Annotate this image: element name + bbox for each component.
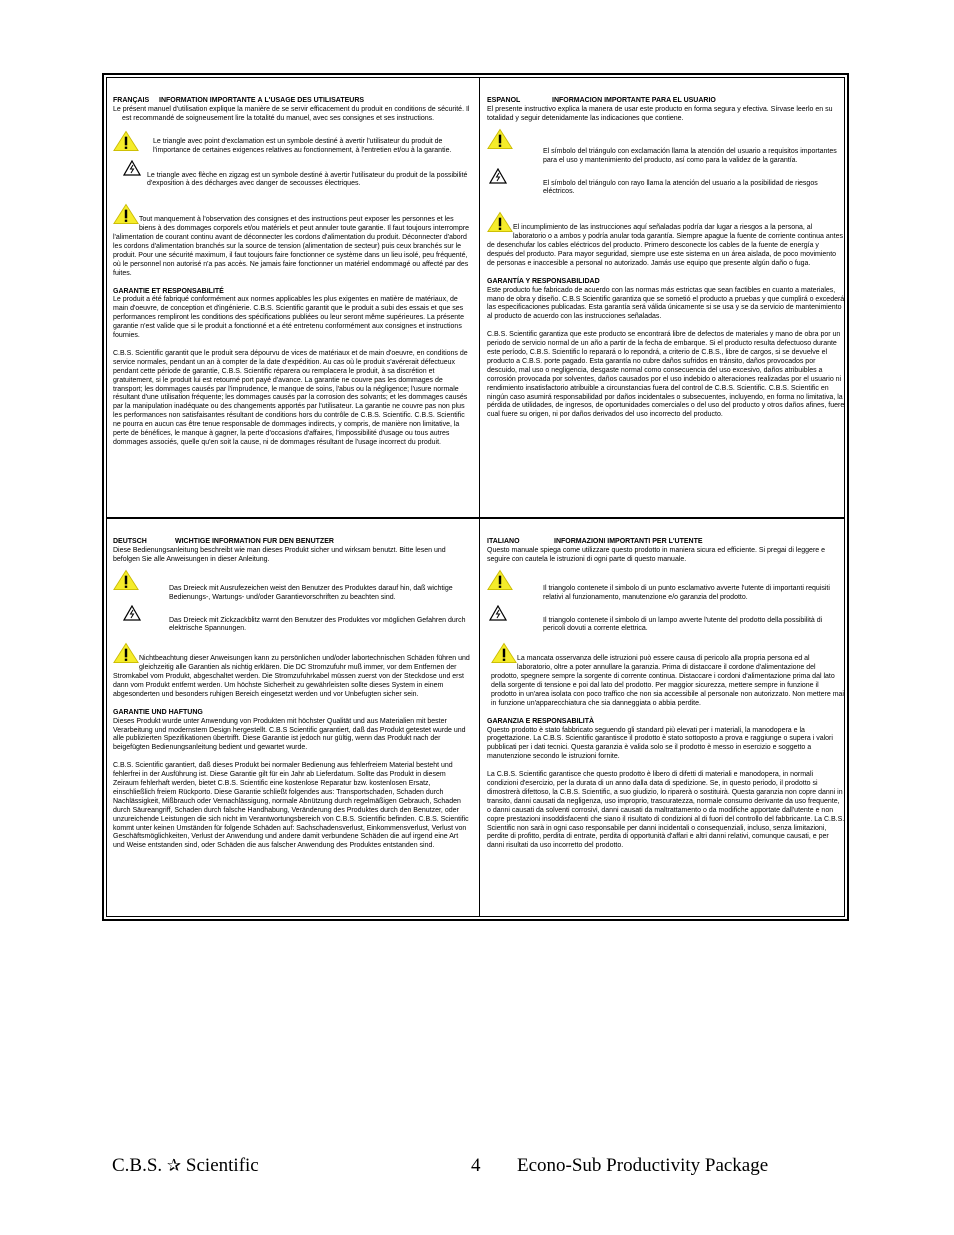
spanish-bolt-row bbox=[487, 168, 845, 198]
german-excl-text: Das Dreieck mit Ausrufezeichen weist den Benutzer des Produktes darauf hin, daß wichtige Bedienungs-, Wartungs- und/oder Garantievorschriften zu beachten sind. bbox=[169, 584, 453, 601]
german-header bbox=[113, 538, 471, 547]
product-name: Econo-Sub Productivity Package bbox=[517, 1155, 769, 1176]
spanish-warn-text: El incumplimiento de las instrucciones aquí señaladas podría dar lugar a riesgos a la persona, al laboratorio o a ambos y podría anular toda garantía. Siempre apague la fuente de corriente continua antes de desenchufar los cables eléctricos del producto. Primero desconecte los cables de la fuente de energía y después del producto. Para mayor seguridad, siempre use este sistema en un área aislada, de poco movimiento de personas e inaccesible a personal no autorizado. Jamás use equipo que presente algún daño o fuga. bbox=[487, 224, 843, 267]
french-title: INFORMATION IMPORTANTE À L'USAGE DES UTILISATEURS bbox=[159, 97, 365, 104]
german-bolt-text: Das Dreieck mit Zickzackblitz warnt den Benutzer des Produktes vor möglichen Gefahren durch elektrische Spannungen. bbox=[169, 616, 466, 633]
german-warranty-1: Dieses Produkt wurde unter Anwendung von Produkten mit höchster Qualität und aus Materialien mit bester Verarbeitung und modernstem Design hergestellt. C.B.S Scientific garantiert, daß das Produkt getestet wurde und alle publizierten Spezifikationen übertrifft. Diese Garantie ist jedoch nur gültig, wenn das Produkt nach der beigefügten Bedienungsanleitung bedient und gewartet wurde. bbox=[113, 717, 466, 752]
footer-brand bbox=[112, 1153, 259, 1179]
vertical-divider bbox=[479, 78, 480, 916]
italian-bolt-text: Il triangolo contenete il simbolo di un lampo avverte l'utente del prodotto della possibilità di pericoli dovuti a corrente elettrica. bbox=[543, 616, 823, 633]
page-number: 4 bbox=[471, 1155, 481, 1176]
spanish-title: INFORMACIÓN IMPORTANTE PARA EL USUARIO bbox=[552, 97, 716, 104]
document-frame bbox=[102, 73, 849, 921]
spanish-lang: ESPAÑOL bbox=[487, 97, 521, 104]
spanish-excl-text: El símbolo del triángulo con exclamación llama la atención del usuario a requisitos importantes para el uso y mantenimiento del producto, así como para la validez de la garantía. bbox=[543, 147, 837, 164]
lightning-triangle-icon bbox=[123, 605, 141, 621]
spanish-header bbox=[487, 97, 845, 106]
lightning-triangle-icon bbox=[123, 160, 141, 176]
spanish-warranty-1: Este producto fue fabricado de acuerdo con las normas más estrictas que sean factibles en cuanto a materiales, mano de obra y diseño. C.B.S Scientific garantiza que se sometió el producto a pruebas y que cumplirá o excederá las especificaciones publicadas. Esta garantía será válida únicamente si se usa y se da servicio de mantenimiento al producto de acuerdo con las instrucciones señaladas. bbox=[487, 286, 845, 321]
exclamation-triangle-icon bbox=[487, 211, 513, 233]
french-warranty-2: C.B.S. Scientific garantit que le produit sera dépourvu de vices de matériaux et de main d'oeuvre, en conditions de service normales, pendant un an à compter de la date d'expédition. Au cas où le produit s'avérerait défectueux pendant cette période de garantie, C.B.S. Scientific réparera ou remplacera le produit, à sa discrétion et gratuitement, si le produit lui est retourné port payé d'avance. La garantie ne couvre pas les dommages de transport; les dommages causés par l'imprudence, le manque de soins, l'abus ou la négligence; l'usure normale résultant d'une utilisation fréquente; les dommages causés par la corrosion des solvants; et les dommages causés par la manipulation inadéquate ou des changements apportés par l'utilisateur. La garantie ne couvre pas non plus les performances non satisfaisantes résultant de conditions hors du contrôle de C.B.S. Scientific. C.B.S. Scientific ne pourra en aucun cas être tenue responsable de dommages indirects, y compris, de manière non limitative, la perte de bénéfices, le manque à gagner, la perte d'occasions d'affaires, l'impossibilité d'usage ou tous autres dommages associés, quelle qu'en soit la cause, ni de dommages résultant de l'usage incorrect du produit. bbox=[113, 349, 468, 446]
french-header bbox=[113, 97, 471, 106]
german-warranty-title: GARANTIE UND HAFTUNG bbox=[113, 708, 203, 716]
french-warn-row bbox=[113, 203, 471, 278]
italian-warn-text: La mancata osservanza delle istruzioni può essere causa di pericolo alla propria persona ed al laboratorio, oltre a poter annullare la garanzia. Prima di distaccare il cordone d'alimentazione del prodotto, spegnere sempre la sorgente di corrente continua. Distaccare i cordoni d'alimentazione prima dal lato della sorgente di tensione e poi dal lato del prodotto. Per maggior sicurezza, mettere sempre in funzione il prodotto in un'area isolata con poco traffico che non sia accessibile al personale non autorizzato. Non mettere mai in funzione un'apparecchiatura che sia danneggiata o abbia perdite. bbox=[491, 655, 844, 707]
german-excl-row bbox=[113, 569, 471, 603]
german-warranty-2: C.B.S. Scientific garantiert, daß dieses Produkt bei normaler Bedienung aus fehlerfreiem Material besteht und fehlerfrei in der Ausführung ist. Diese Garantie gilt für ein Jahr ab Lieferdatum. Sollte das Produkt in diesem Zeiraum fehlerhaft werden, bietet C.B.S. Scientific eine kostenlose Reparatur bzw. kostenlosen Ersatz, einschließlich freiem Rückporto. Diese Garantie schließt folgendes aus: Transportschaden, Schaden durch Nachlässigkeit, Mißbrauch oder Vernachlässigung, normale Abnützung durch regelmäßigen Gebrauch, Schaden durch Säureangriff, Schaden durch falsche Handhabung, Veränderung des Produktes durch den Benutzer, oder unzureichende Leistungen die sich nicht im Verantwortungsbereich von C.B.S. Scientific befinden. C.B.S. Scientific kommt unter keinen Umständen für folgende Schäden auf: Sachschadensverlust, Einkommensverlust, Verlust von Geschäftsmöglichkeiten, Verlust der Anwendung und andere damit verbundene Schäden die auf irgend eine Art und Weise entstanden sind, oder Schäden die aus falscher Anwendung des Produktes entstanden sind. bbox=[113, 762, 469, 850]
brand-name-left: C.B.S. bbox=[112, 1155, 163, 1176]
spanish-warranty-title: GARANTÍA Y RESPONSABILIDAD bbox=[487, 277, 600, 285]
brand-name-right: Scientific bbox=[185, 1155, 259, 1176]
italian-section bbox=[487, 538, 845, 918]
french-excl-text: Le triangle avec point d'exclamation est un symbole destiné à avertir l'utilisateur du produit de l'importance de certaines exigences relatives au fonctionnement, à l'entretien et/ou à la garantie. bbox=[153, 137, 452, 154]
german-bolt-row bbox=[113, 605, 471, 635]
italian-intro: Questo manuale spiega come utilizzare questo prodotto in maniera sicura ed efficiente. Si pregai di leggere e seguire con cautela le istruzioni di ogni parte di questo manuale. bbox=[487, 546, 826, 563]
french-warranty-1: Le produit a été fabriqué conformément aux normes applicables les plus exigentes en matière de matériaux, de main d'oeuvre, de conception et d'ingénierie. C.B.S. Scientific garantit que le produit a subi des essais et que ses performances rempliront les conditions des spécifications publiées ou leur seront même supérieures. La présente garantie n'est valide que si le produit a fonctionné et a été entretenu conformément aux consignes et instructions fournies. bbox=[113, 296, 464, 340]
italian-warranty-2: La C.B.S. Scientific garantisce che questo prodotto è libero di difetti di materiali e manodopera, in normali condizioni d'esercizio, per la durata di un anno dalla data di spedizione. Se, in questo periodo, il prodotto si dimostrerà difettoso, la C.B.S. Scientific, a suo giudizio, lo riparerà o sostituirà. Questa garanzia non copre danni in transito, danni causati da negligenza, uso improprio, trascuratezza, normale consumo derivante da uso frequente, o danni causati da solventi corrosivi, danni causati da maltrattamento o da modifiche apportate dall'utente e non copre prestazioni insoddisfacenti che siano il risultato di condizioni al di fuori del controllo del fabbricante. La C.B.S. Scientific non sarà in ogni caso responsabile per danni incidentali o consequenziali, incluso, senza limitazioni, perdite di profitto, perdita di entrate, perdita di opportunità d'affari e altri danni relativi, comunque causati, e per danni risultati da uso incorretto del prodotto. bbox=[487, 771, 845, 850]
exclamation-triangle-icon bbox=[113, 203, 139, 225]
french-intro: Le présent manuel d'utilisation explique la manière de se servir efficacement du produit en conditions de sécurité. Il est recommandé de soigneusement lire la totalité du manuel, avec ses consignes et ses instructions. bbox=[113, 105, 470, 122]
spanish-excl-row bbox=[487, 128, 845, 166]
italian-bolt-row bbox=[487, 605, 845, 635]
exclamation-triangle-icon bbox=[113, 569, 139, 591]
french-bolt-text: Le triangle avec flèche en zigzag est un symbole destiné à avertir l'utilisateur du produit de la possibilité d'exposition à des décharges avec danger de secousses électriques. bbox=[147, 171, 468, 188]
star-icon: ✰ bbox=[166, 1156, 182, 1176]
horizontal-divider bbox=[107, 517, 844, 519]
german-warn-row bbox=[113, 642, 471, 700]
german-section bbox=[113, 538, 471, 918]
spanish-warn-row bbox=[487, 211, 845, 269]
italian-title: INFORMAZIONI IMPORTANTI PER L'UTENTE bbox=[554, 538, 703, 545]
german-title: WICHTIGE INFORMATION FÜR DEN BENUTZER bbox=[175, 538, 334, 545]
exclamation-triangle-icon bbox=[487, 128, 513, 150]
french-warn-text: Tout manquement à l'observation des consignes et des instructions peut exposer les personnes et les biens à des dommages corporels et/ou matériels et peut annuler toute garantie. Il faut toujours interrompre l'alimentation de courant continu avant de déconnecter les cordons d'alimentation du produit. Déconnecter d'abord les cordons d'alimentation branchés sur la source de tension (alimentation de secteur) puis ceux branchés sur le produit. Pour une sécurité maximum, il faut toujours faire fonctionner ce système dans un lieu isolé, peu fréquenté, où le personnel non autorisé n'a pas accès. Ne jamais faire fonctionner un matériel endommagé ou affecté par des fuites. bbox=[113, 216, 469, 277]
italian-warranty-title: GARANZIA E RESPONSABILITÀ bbox=[487, 717, 595, 725]
german-warn-text: Nichtbeachtung dieser Anweisungen kann zu persönlichen und/oder labortechnischen Schäden führen und gleichzeitig alle Garantien als nichtig erklären. Die DC Stromzufuhr muß immer, vor dem Entfernen der Stromkabel vom Produkt, abgeschaltet werden. Die Stromzufuhrkabel müssen zuerst von der Steckdose und erst dann vom Produkt entfernt werden. Um höchste Sicherheit zu gewährleisten sollte dieses System in einem abgesonderten und besonders ruhigen Bereich eingesetzt werden und vor Unbefugten sicher sein. bbox=[113, 655, 470, 698]
spanish-section bbox=[487, 97, 845, 515]
spanish-warranty-2: C.B.S. Scientific garantiza que este producto se encontrará libre de defectos de materiales y mano de obra por un periodo de servicio normal de un año a partir de la fecha de embarque. Si el producto resulta defectuoso durante este período, C.B.S. Scientific lo reparará o lo repondrá, a criterio de C.B.S., libre de cargos, si se devuelve el producto a C.B.S. porte pagado. Esta garantía no cubre daños sufridos en tránsito, daños provocados por descuido, mal uso o negligencia, desgaste normal como consecuencia del uso excesivo, daños atribuibles a corrosión provocada por solventes, daños causados por el uso indebido o alteraciones realizadas por el usuario ni rendimiento insatisfactorio atribuible a circunstancias fuera del control de C.B.S. Scientific. C.B.S. Scientific en ningún caso asumirá responsabilidad por daños incidentales o subsecuentes, incluyendo, en forma no limitativa, la pérdida de utilidades, de ingresos, de oportunidades comerciales o del uso del producto y otros daños afines, fuere cual fuere su origen, ni por daños derivados del uso incorrecto del producto. bbox=[487, 331, 845, 419]
exclamation-triangle-icon bbox=[113, 642, 139, 664]
french-warranty-title: GARANTIE ET RESPONSABILITÉ bbox=[113, 287, 224, 295]
french-excl-row bbox=[113, 130, 471, 156]
french-bolt-row bbox=[113, 160, 471, 190]
italian-warranty-1: Questo prodotto è stato fabbricato seguendo gli standard più elevati per i materiali, la manodopera e la progettazione. La C.B.S. Scientific garantisce il prodotto è stato sottoposto a prova e raggiunge o supera i valori pubblicati per i dati tecnici. Questa garanzia è valida solo se il prodotto è messo in esercizio e soggetto a manutenzione secondo le istruzioni fornite. bbox=[487, 726, 833, 761]
spanish-bolt-text: El símbolo del triángulo con rayo llama la atención del usuario a la posibilidad de riesgos eléctricos. bbox=[543, 179, 818, 196]
inner-frame bbox=[106, 77, 845, 917]
french-lang: FRANÇAIS bbox=[113, 97, 150, 104]
italian-excl-row bbox=[487, 569, 845, 603]
spanish-intro: El presente instructivo explica la manera de usar este producto en forma segura y efectiva. Sírvase leerlo en su totalidad y seguir detenidamente las indicaciones que contiene. bbox=[487, 105, 833, 122]
french-section bbox=[113, 97, 471, 515]
italian-excl-text: Il triangolo contenete il simbolo di un punto esclamativo avverte l'utente di importanti requisiti relativi al funzionamento, manutenzione e/o garanzia del prodotto. bbox=[543, 584, 830, 601]
italian-header bbox=[487, 538, 845, 547]
exclamation-triangle-icon bbox=[113, 130, 139, 152]
german-lang: DEUTSCH bbox=[113, 538, 147, 545]
lightning-triangle-icon bbox=[489, 605, 507, 621]
exclamation-triangle-icon bbox=[491, 642, 517, 664]
italian-lang: ITALIANO bbox=[487, 538, 520, 545]
lightning-triangle-icon bbox=[489, 168, 507, 184]
italian-warn-row bbox=[487, 642, 845, 708]
german-intro: Diese Bedienungsanleitung beschreibt wie man dieses Produkt sicher und wirksam benutzt. Bitte lesen und befolgen Sie alle Anweisungen in dieser Anleitung. bbox=[113, 546, 446, 563]
exclamation-triangle-icon bbox=[487, 569, 513, 591]
